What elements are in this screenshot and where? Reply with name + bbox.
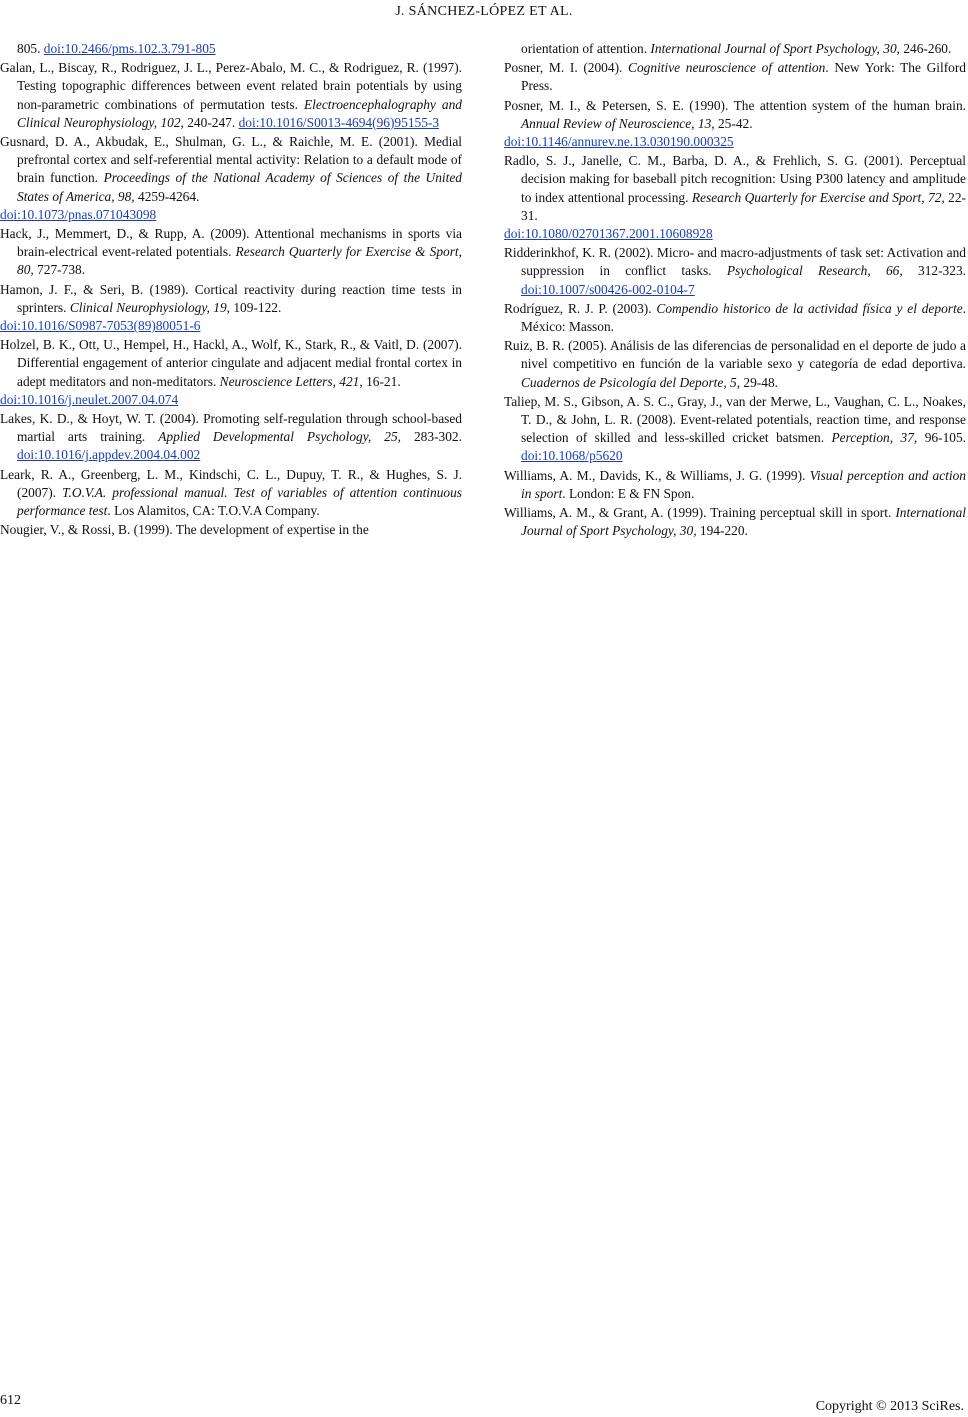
reference-nougier xyxy=(0,521,462,539)
reference-holzel xyxy=(0,336,462,409)
reference-source-title: Compendio historico de la actividad física y el deporte xyxy=(656,300,963,316)
reference-galan xyxy=(0,59,462,132)
reference-text: , 246-260. xyxy=(896,41,952,56)
reference-text: 194-220. xyxy=(696,523,748,539)
references-left-column xyxy=(0,40,462,540)
reference-source-title: Perception, 37, xyxy=(831,430,918,446)
reference-source-title: Research Quarterly for Exercise and Sport, 72, xyxy=(691,189,945,205)
doi-link[interactable]: doi:10.1016/j.neulet.2007.04.074 xyxy=(0,391,179,407)
reference-text: . México: Masson. xyxy=(521,300,967,335)
reference-text: 109-122. xyxy=(230,299,282,315)
reference-text: 96-105. xyxy=(917,430,967,446)
reference-posner-2004 xyxy=(504,59,966,95)
reference-text: Radlo, S. J., Janelle, C. M., Barba, D. A., & Frehlich, S. G. (2001). Perceptual decision making for baseball pitch recognition: Using P300 latency and amplitude to index attentional processing. xyxy=(504,153,966,205)
reference-text: 4259-4264. xyxy=(134,188,200,204)
page-number: 612 xyxy=(0,1393,21,1408)
reference-taliep xyxy=(504,393,966,466)
reference-cont-1 xyxy=(0,40,462,58)
reference-text: Leark, R. A., Greenberg, L. M., Kindschi, C. L., Dupuy, T. R., & Hughes, S. J. (2007). xyxy=(0,466,462,500)
reference-radlo xyxy=(504,152,966,243)
reference-text: Ruiz, B. R. (2005). Análisis de las diferencias de personalidad en el deporte de judo a nivel competitivo en función de la variable sexo y categoría de edad deportiva. xyxy=(504,338,966,372)
reference-text: . New York: The Gilford Press. xyxy=(521,60,967,94)
doi-link[interactable]: doi:10.1080/02701367.2001.10608928 xyxy=(504,226,713,242)
doi-link[interactable]: doi:10.1016/j.appdev.2004.04.002 xyxy=(17,447,201,463)
reference-source-title: Research Quarterly for Exercise & Sport, 80, xyxy=(17,244,462,278)
running-header: J. SÁNCHEZ-LÓPEZ ET AL. xyxy=(395,4,573,19)
reference-leark xyxy=(0,466,462,521)
reference-text: Posner, M. I. (2004). xyxy=(504,60,629,76)
reference-text: Williams, A. M., Davids, K., & Williams, J. G. (1999). xyxy=(504,467,810,483)
reference-text: Holzel, B. K., Ott, U., Hempel, H., Hackl, A., Wolf, K., Stark, R., & Vaitl, D. (2007). Differential engagement of anterior cingulate and adjacent medial frontal cortex in adept meditators and non-meditators. xyxy=(0,337,462,389)
doi-link[interactable]: doi:10.1068/p5620 xyxy=(521,448,623,464)
reference-williams-davids xyxy=(504,467,966,503)
doi-link[interactable]: doi:10.2466/pms.102.3.791-805 xyxy=(43,41,216,56)
reference-source-title: International Journal of Sport Psychology, 30 xyxy=(650,41,897,56)
reference-source-title: Visual perception and action in sport xyxy=(521,467,967,501)
reference-text: . Los Alamitos, CA: T.O.V.A Company. xyxy=(107,503,320,519)
reference-ruiz xyxy=(504,337,966,392)
reference-text: Galan, L., Biscay, R., Rodriguez, J. L., Perez-Abalo, M. C., & Rodriguez, R. (1997). Testing topographic differences between event related brain potentials by using non-parametric combinations of permutation tests. xyxy=(0,60,462,112)
doi-link[interactable]: doi:10.1146/annurev.ne.13.030190.000325 xyxy=(504,134,734,150)
reference-source-title: Neuroscience Letters, 421, xyxy=(219,373,363,389)
references-right-column xyxy=(504,40,966,541)
reference-gusnard xyxy=(0,133,462,224)
reference-text: Rodríguez, R. J. P. (2003). xyxy=(504,300,657,316)
reference-hamon xyxy=(0,281,462,336)
reference-text: 312-323. xyxy=(902,263,966,279)
reference-text: Ridderinkhof, K. R. (2002). Micro- and macro-adjustments of task set: Activation and suppression in conflict tasks. xyxy=(504,245,966,279)
reference-source-title: Clinical Neurophysiology, 19, xyxy=(69,299,230,315)
reference-text: 805. xyxy=(17,41,44,56)
reference-source-title: Electroencephalography and Clinical Neurophysiology, 102, xyxy=(17,96,462,130)
reference-text: Lakes, K. D., & Hoyt, W. T. (2004). Promoting self-regulation through school-based martial arts training. xyxy=(0,411,462,445)
doi-link[interactable]: doi:10.1016/S0013-4694(96)95155-3 xyxy=(238,114,440,130)
reference-cont-2 xyxy=(504,40,966,58)
reference-text: 727-738. xyxy=(33,262,86,278)
reference-source-title: T.O.V.A. professional manual. Test of variables of attention continuous performance test xyxy=(17,484,463,519)
doi-link[interactable]: doi:10.1016/S0987-7053(89)80051-6 xyxy=(0,318,201,334)
reference-rodriguez xyxy=(504,300,966,336)
reference-text: Williams, A. M., & Grant, A. (1999). Training perceptual skill in sport. xyxy=(504,505,896,521)
copyright-notice: Copyright © 2013 SciRes. xyxy=(815,1399,964,1414)
reference-source-title: Annual Review of Neuroscience, 13, xyxy=(521,115,715,131)
reference-text: . London: E & FN Spon. xyxy=(562,485,695,501)
reference-source-title: Proceedings of the National Academy of Sciences of the United States of America, 98, xyxy=(17,170,462,204)
reference-source-title: International Journal of Sport Psychology, 30, xyxy=(521,505,966,539)
reference-source-title: Psychological Research, 66, xyxy=(726,263,903,279)
reference-text: 16-21. xyxy=(362,373,401,389)
reference-hack xyxy=(0,225,462,280)
reference-text: Gusnard, D. A., Akbudak, E., Shulman, G. L., & Raichle, M. E. (2001). Medial prefrontal cortex and self-referential mental activity: Relation to a default mode of brain function. xyxy=(0,134,462,186)
reference-source-title: Cognitive neuroscience of attention xyxy=(628,60,826,76)
reference-text: , 283-302. xyxy=(397,429,462,445)
reference-text: 29-48. xyxy=(740,374,778,390)
reference-williams-grant xyxy=(504,504,966,540)
reference-text: orientation of attention. xyxy=(521,41,651,56)
reference-source-title: Cuadernos de Psicología del Deporte, 5, xyxy=(521,374,741,390)
doi-link[interactable]: doi:10.1007/s00426-002-0104-7 xyxy=(521,281,695,297)
reference-text: Taliep, M. S., Gibson, A. S. C., Gray, J., van der Merwe, L., Vaughan, C. L., Noakes, T. D., & John, L. R. (2008). Event-related potentials, reaction time, and response selection of skilled and less-skilled cricket batsmen. xyxy=(504,393,966,446)
reference-text: Nougier, V., & Rossi, B. (1999). The development of expertise in the xyxy=(0,522,369,538)
reference-lakes xyxy=(0,410,462,465)
reference-posner-1990 xyxy=(504,97,966,152)
reference-text: 22-31. xyxy=(521,189,966,223)
reference-ridderinkhof xyxy=(504,244,966,299)
reference-text: Hack, J., Memmert, D., & Rupp, A. (2009). Attentional mechanisms in sports via brain-electrical event-related potentials. xyxy=(0,226,462,260)
reference-text: Hamon, J. F., & Seri, B. (1989). Cortical reactivity during reaction time tests in sprinters. xyxy=(0,281,462,315)
reference-source-title: Applied Developmental Psychology, 25 xyxy=(158,429,398,445)
reference-text: 240-247. xyxy=(183,114,239,130)
reference-text: Posner, M. I., & Petersen, S. E. (1990). The attention system of the human brain. xyxy=(504,97,966,113)
reference-text: 25-42. xyxy=(714,115,753,131)
doi-link[interactable]: doi:10.1073/pnas.071043098 xyxy=(0,206,157,222)
